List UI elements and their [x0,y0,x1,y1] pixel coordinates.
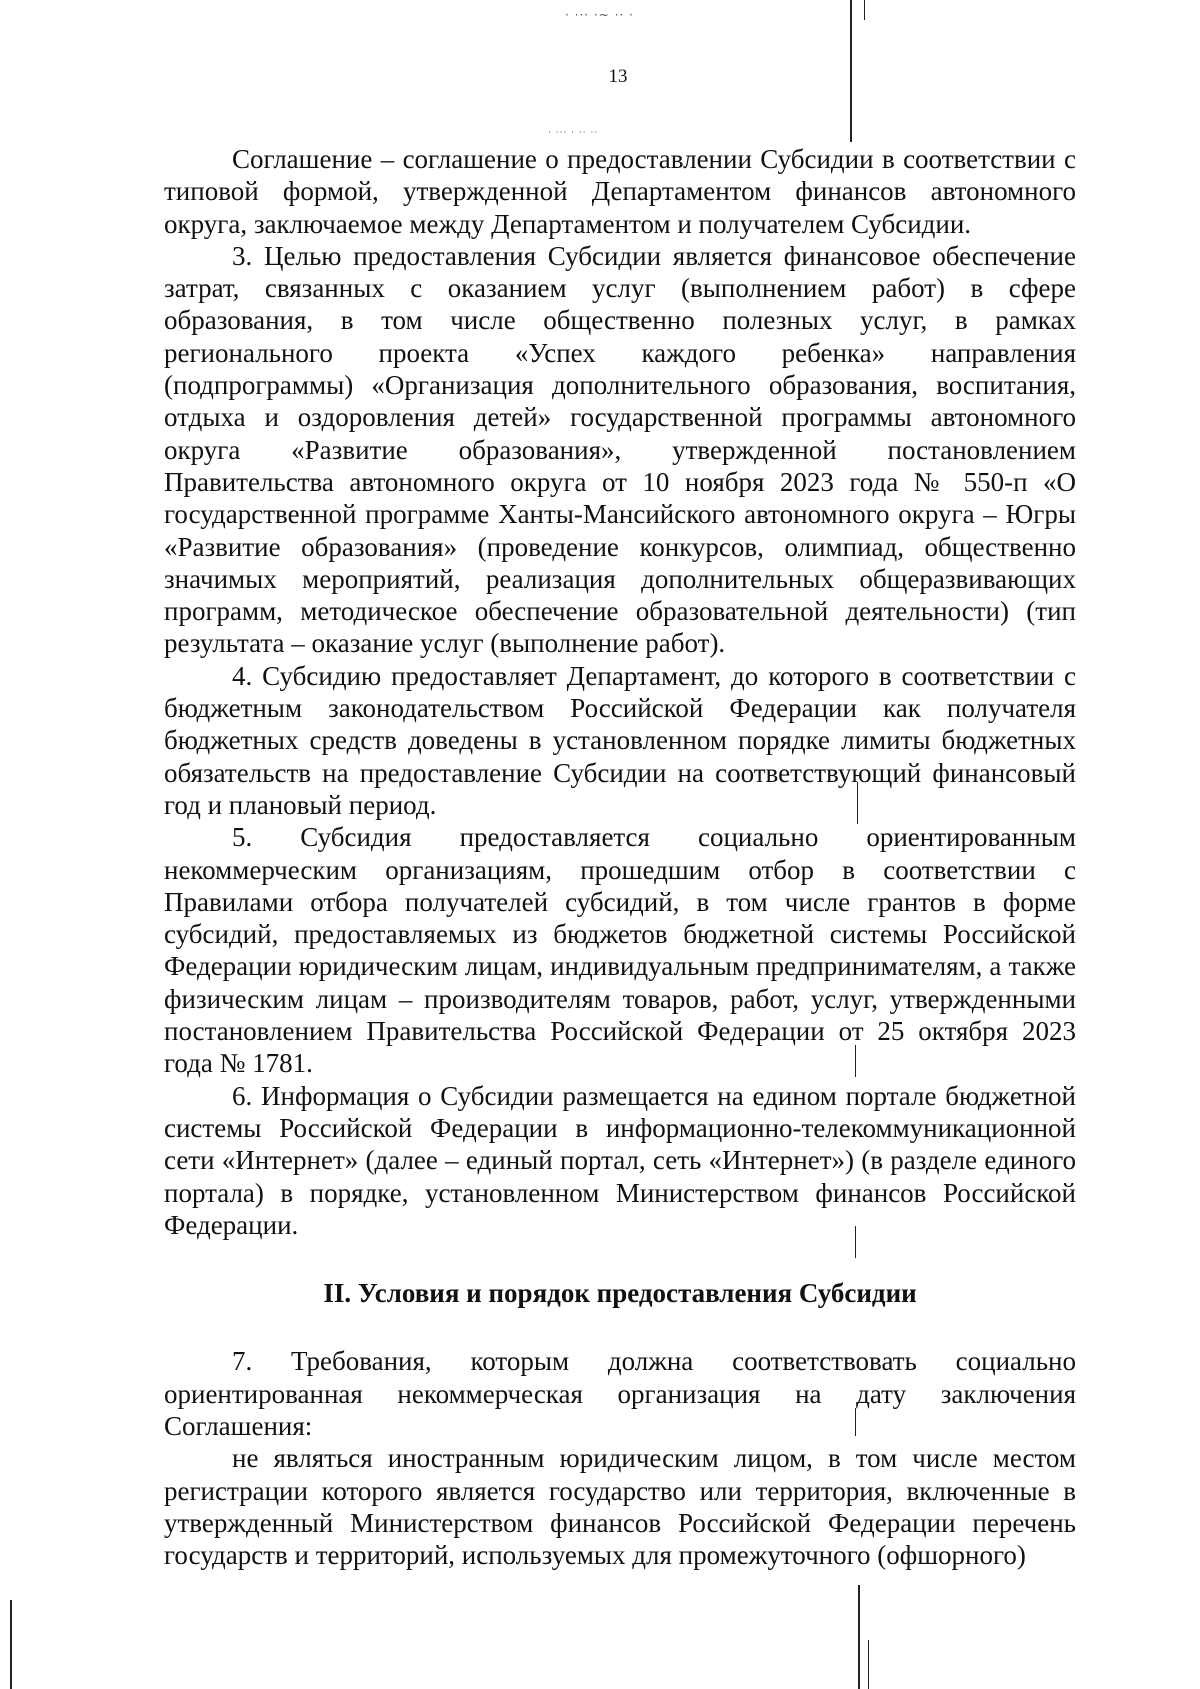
scan-line-bottom-right-2 [868,1640,869,1689]
paragraph-5: 5. Субсидия предоставляется социально ориентированным некоммерческим организациям, прошедшим отбор в соответствии с Правилами отбора получателей субсидий, в том числе грантов в форме субсидий, предоставляемых из бюджетов бюджетной системы Российской Федерации юридическим лицам, индивидуальным предпринимателям, а также физическим лицам – производителям товаров, работ, услуг, утвержденными постановлением Правительства Российской Федерации от 25 октября 2023 года № 1781. [164,822,1076,1079]
document-body [164,143,1076,1571]
scan-line-bottom-right [858,1585,860,1689]
paragraph-3: 3. Целью предоставления Субсидии является финансовое обеспечение затрат, связанных с оказанием услуг (выполнением работ) в сфере образования, в том числе общественно полезных услуг, в рамках регионального проекта «Успех каждого ребенка» направления (подпрограммы) «Организация дополнительного образования, воспитания, отдыха и оздоровления детей» государственной программы автономного округа «Развитие образования», утвержденной постановлением Правительства автономного округа от 10 ноября 2023 года № 550-п «О государственной программе Ханты-Мансийского автономного округа – Югры «Развитие образования» (проведение конкурсов, олимпиад, общественно значимых мероприятий, реализация дополнительных общеразвивающих программ, методическое обеспечение образовательной деятельности) (тип результата – оказание услуг (выполнение работ). [164,240,1076,659]
paragraph-7-item: не являться иностранным юридическим лицом, в том числе местом регистрации которого является государство или территория, включенные в утвержденный Министерством финансов Российской Федерации перечень государств и территорий, используемых для промежуточного (офшорного) [164,1443,1076,1571]
scan-smudge-under-number: · ··· · ·· ·· [548,128,599,138]
paragraph-agreement-definition: Соглашение – соглашение о предоставлении Субсидии в соответствии с типовой формой, утвержденной Департаментом финансов автономного округа, заключаемое между Департаментом и получателем Субсидии. [164,144,1076,239]
section-heading: II. Условия и порядок предоставления Субсидии [323,1278,917,1309]
page-number: 13 [608,66,628,87]
paragraph-7: 7. Требования, которым должна соответствовать социально ориентированная некоммерческая организация на дату заключения Соглашения: [164,1346,1076,1441]
scan-line-top-right-2 [864,0,865,20]
scan-smudge-top: · ··· ·~ ·· · [565,8,634,22]
scan-line-bottom-left [10,1600,12,1689]
paragraph-6: 6. Информация о Субсидии размещается на едином портале бюджетной системы Российской Федерации в информационно-телекоммуникационной сети «Интернет» (далее – единый портал, сеть «Интернет») (в разделе единого портала) в порядке, установленном Министерством финансов Российской Федерации. [164,1080,1076,1240]
paragraph-4: 4. Субсидию предоставляет Департамент, до которого в соответствии с бюджетным законодательством Российской Федерации как получателя бюджетных средств доведены в установленном порядке лимиты бюджетных обязательств на предоставление Субсидии на соответствующий финансовый год и плановый период. [164,660,1076,820]
